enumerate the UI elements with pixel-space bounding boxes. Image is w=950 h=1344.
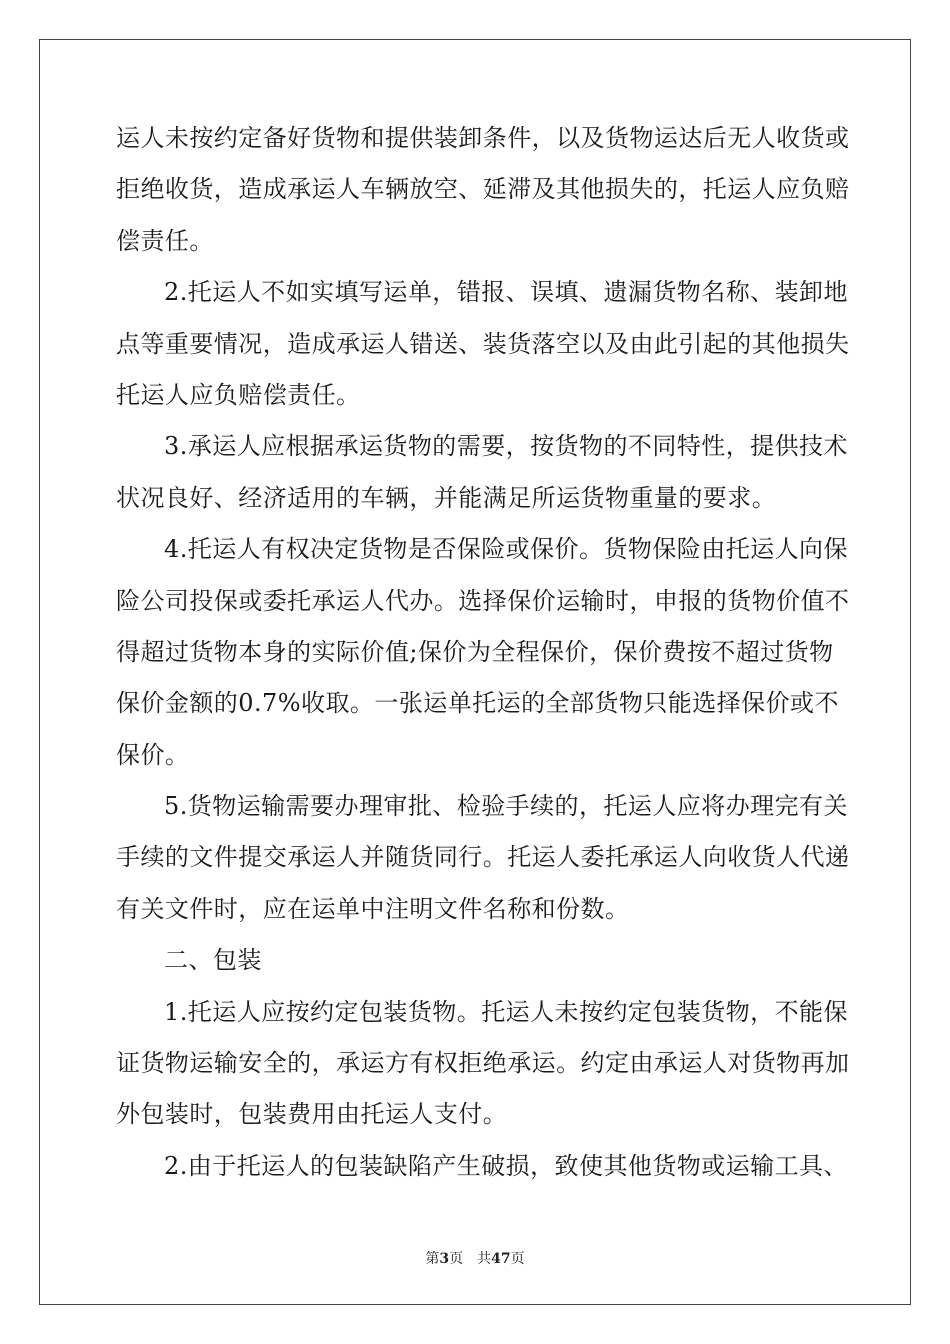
body-line: 证货物运输安全的，承运方有权拒绝承运。约定由承运人对货物再加 — [116, 1049, 850, 1078]
body-line: 状况良好、经济适用的车辆，并能满足所运货物重量的要求。 — [116, 483, 777, 512]
body-line: 2.托运人不如实填写运单，错报、误填、遗漏货物名称、装卸地 — [164, 278, 848, 307]
body-line: 1.托运人应按约定包装货物。托运人未按约定包装货物，不能保 — [164, 997, 848, 1026]
body-line: 5.货物运输需要办理审批、检验手续的，托运人应将办理完有关 — [164, 792, 848, 821]
section-heading: 二、包装 — [164, 946, 262, 975]
total-prefix: 共 — [477, 1251, 492, 1267]
document-body — [116, 124, 850, 1204]
body-line: 保价金额的0.7%收取。一张运单托运的全部货物只能选择保价或不 — [116, 689, 839, 718]
body-line: 2.由于托运人的包装缺陷产生破损，致使其他货物或运输工具、 — [164, 1151, 848, 1180]
body-line: 手续的文件提交承运人并随货同行。托运人委托承运人向收货人代递 — [116, 843, 850, 872]
page-number: 3 — [439, 1251, 450, 1267]
body-line: 外包装时，包装费用由托运人支付。 — [116, 1100, 508, 1129]
body-line: 运人未按约定备好货物和提供装卸条件，以及货物运达后无人收货或 — [116, 124, 850, 152]
body-line: 险公司投保或委托承运人代办。选择保价运输时，申报的货物价值不 — [116, 586, 850, 615]
body-line: 保价。 — [116, 740, 190, 769]
body-line: 点等重要情况，造成承运人错送、装货落空以及由此引起的其他损失 — [116, 329, 850, 358]
page-prefix: 第 — [425, 1251, 440, 1267]
body-line: 拒绝收货，造成承运人车辆放空、延滞及其他损失的，托运人应负赔 — [116, 175, 850, 204]
total-pages: 47 — [491, 1251, 511, 1267]
body-line: 3.承运人应根据承运货物的需要，按货物的不同特性，提供技术 — [164, 432, 848, 461]
body-line: 托运人应负赔偿责任。 — [116, 380, 361, 409]
page-suffix: 页 — [449, 1251, 464, 1267]
body-line: 4.托运人有权决定货物是否保险或保价。货物保险由托运人向保 — [164, 535, 848, 564]
body-line: 偿责任。 — [116, 226, 214, 255]
body-line: 有关文件时，应在运单中注明文件名称和份数。 — [116, 894, 630, 923]
total-suffix: 页 — [510, 1251, 525, 1267]
page-footer — [0, 1248, 950, 1268]
body-line: 得超过货物本身的实际价值;保价为全程保价，保价费按不超过货物 — [116, 637, 834, 666]
